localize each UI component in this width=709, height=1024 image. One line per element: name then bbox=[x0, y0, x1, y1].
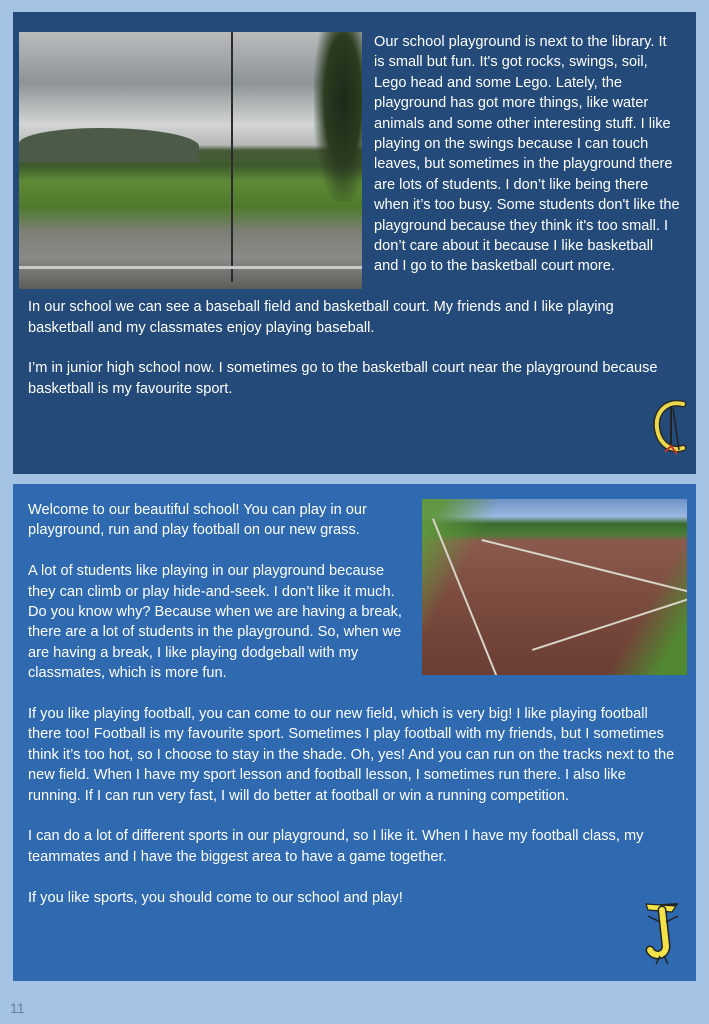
paragraph: If you like playing football, you can come to our new field, which is very big! I like playing football there too! Football is my favourite sport. Sometimes I play football with my friends, but I sometimes think it’s too hot, so I choose to stay in the shade. Oh, yes! And you can run on the tracks next to the new field. When I have my sport lesson and football lesson, I sometimes run there. I also like running. If I can run very fast, I will do better at football or win a running competition. bbox=[28, 706, 675, 804]
paragraph: In our school we can see a baseball field and basketball court. My friends and I like playing basketball and my classmates enjoy playing baseball. bbox=[28, 299, 614, 336]
article-panel-beautiful-school bbox=[13, 484, 696, 981]
photo-hills bbox=[19, 128, 199, 162]
paragraph: I’m in junior high school now. I sometimes go to the basketball court near the playground because basketball is my favourite sport. bbox=[28, 360, 658, 397]
paragraph: I can do a lot of different sports in our playground, so I like it. When I have my football class, my teammates and I have the biggest area to have a game together. bbox=[28, 828, 644, 865]
photo-railing bbox=[19, 266, 362, 269]
photo-pole bbox=[231, 32, 233, 282]
photo-tree bbox=[314, 32, 362, 202]
running-track-photo bbox=[422, 499, 687, 675]
playground-photo bbox=[19, 32, 362, 289]
letter-c-doodle-icon bbox=[649, 398, 693, 460]
letter-j-doodle-icon bbox=[640, 898, 684, 966]
page-number: 11 bbox=[10, 1000, 25, 1016]
paragraph: A lot of students like playing in our playground because they can climb or play hide-and-seek. I don’t like it much. Do you know why? Because when we are having a break, there are a lot of students in the playground. So, when we are having a break, I like playing dodgeball with my classmates, which is more fun. bbox=[28, 563, 402, 682]
paragraph: If you like sports, you should come to our school and play! bbox=[28, 889, 403, 906]
paragraph: Our school playground is next to the library. It is small but fun. It's got rocks, swings, soil, Lego head and some Lego. Lately, the playground has got more things, like water animals and some other interesting stuff. I like playing on the swings because I can touch leaves, but sometimes in the playground there are lots of students. I don’t like being there when it’s too busy. Some students don't like the playground because they think it's too small. I don’t care about it because I like basketball and I go to the basketball court more. bbox=[374, 34, 680, 275]
paragraph: Welcome to our beautiful school! You can play in our playground, run and play football on our new grass. bbox=[28, 502, 367, 539]
article-panel-playground-library bbox=[13, 12, 696, 474]
